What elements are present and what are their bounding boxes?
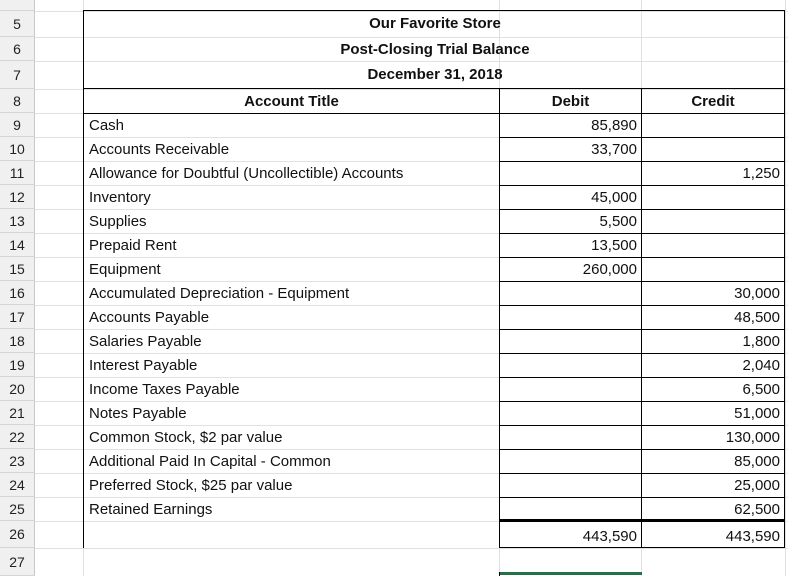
border-credit-bottom [641,521,784,522]
account-title-cell[interactable]: Allowance for Doubtful (Uncollectible) Accounts [89,165,404,182]
account-title-cell[interactable]: Income Taxes Payable [89,381,240,398]
row-header-20[interactable]: 20 [0,377,35,401]
account-title-cell[interactable]: Salaries Payable [89,333,202,350]
account-title-cell[interactable]: Inventory [89,189,151,206]
debit-cell[interactable] [500,354,641,377]
credit-cell[interactable] [642,186,784,209]
account-title-cell[interactable]: Preferred Stock, $25 par value [89,477,293,494]
credit-cell[interactable]: 48,500 [734,309,780,326]
row-header-26[interactable]: 26 [0,521,35,548]
border-debit-left [499,401,500,425]
account-title-cell[interactable]: Supplies [89,213,147,230]
border-debit-left [499,377,500,401]
debit-cell[interactable]: 45,000 [591,189,637,206]
credit-cell[interactable] [642,258,784,281]
border-debit-bottom [499,137,641,138]
border-left-body [83,113,84,521]
credit-cell[interactable]: 62,500 [734,501,780,518]
border-debit-bottom [499,161,641,162]
border-debit-bottom [499,305,641,306]
border-debit-right [641,233,642,257]
row-header-27[interactable]: 27 [0,548,35,576]
row-header-5[interactable]: 5 [0,11,35,37]
debit-cell[interactable] [500,282,641,305]
border-debit-bottom [499,329,641,330]
border-debit-right [641,353,642,377]
credit-cell[interactable] [642,234,784,257]
account-title-cell[interactable]: Common Stock, $2 par value [89,429,283,446]
row-header-21[interactable]: 21 [0,401,35,425]
border-debit-bottom [499,521,641,522]
border-debit-right [641,281,642,305]
account-title-cell[interactable]: Equipment [89,261,161,278]
border-left-title [83,10,84,113]
border-credit-bottom [641,233,784,234]
row-header-19[interactable]: 19 [0,353,35,377]
border-debit-left [499,257,500,281]
border-debit-right [641,185,642,209]
debit-cell[interactable] [500,330,641,353]
credit-cell[interactable]: 30,000 [734,285,780,302]
border-total-debit-right [641,521,642,548]
border-debit-bottom [499,425,641,426]
debit-cell[interactable] [500,378,641,401]
row-header-6[interactable]: 6 [0,37,35,61]
border-debit-left [499,473,500,497]
credit-cell[interactable] [642,114,784,137]
row-header-11[interactable]: 11 [0,161,35,185]
debit-cell[interactable]: 85,890 [591,117,637,134]
border-debit-left [499,209,500,233]
debit-cell[interactable]: 33,700 [591,141,637,158]
credit-cell[interactable]: 2,040 [742,357,780,374]
credit-cell[interactable]: 130,000 [725,429,780,446]
border-debit-right [641,449,642,473]
border-debit-left [499,305,500,329]
row-header-12[interactable]: 12 [0,185,35,209]
debit-cell[interactable] [500,162,641,185]
border-credit-bottom [641,137,784,138]
row-header-18[interactable]: 18 [0,329,35,353]
debit-cell[interactable]: 260,000 [582,261,637,278]
border-debit-right [641,161,642,185]
border-credit-bottom [641,161,784,162]
border-credit-bottom [641,281,784,282]
row-header-23[interactable]: 23 [0,449,35,473]
border-credit-bottom [641,497,784,498]
border-debit-left [499,353,500,377]
border-credit-bottom [641,401,784,402]
border-debit-left [499,425,500,449]
border-credit-bottom [641,209,784,210]
total-debit[interactable]: 443,590 [582,527,637,545]
border-total-credit-right [784,521,785,548]
border-debit-left [499,185,500,209]
border-total-debit-left [499,521,500,548]
account-title-cell[interactable]: Retained Earnings [89,501,213,518]
debit-cell[interactable] [500,450,641,473]
border-col-credit-header [641,88,642,113]
credit-cell[interactable]: 6,500 [742,381,780,398]
total-credit[interactable]: 443,590 [725,527,780,545]
account-title-cell[interactable]: Accounts Receivable [89,141,230,158]
report-title[interactable]: Post-Closing Trial Balance [340,40,530,58]
gridline-vertical [785,0,786,576]
header-credit[interactable]: Credit [691,92,735,110]
credit-cell[interactable] [642,210,784,233]
border-debit-bottom [499,353,641,354]
account-title-cell[interactable]: Interest Payable [89,357,198,374]
border-total-bottom [499,547,785,548]
border-total-row-left [83,521,84,548]
account-title-cell[interactable]: Cash [89,117,125,134]
border-credit-bottom [641,425,784,426]
border-debit-bottom [499,257,641,258]
credit-cell[interactable]: 1,250 [742,165,780,182]
border-col-debit-header [499,88,500,113]
border-debit-left [499,161,500,185]
debit-cell[interactable]: 13,500 [591,237,637,254]
border-debit-right [641,305,642,329]
row-header-15[interactable]: 15 [0,257,35,281]
border-debit-left [499,329,500,353]
border-right-title [784,10,785,113]
row-header-9[interactable]: 9 [0,113,35,137]
border-debit-left [499,281,500,305]
account-title-cell[interactable]: Accounts Payable [89,309,210,326]
row-header-13[interactable]: 13 [0,209,35,233]
credit-cell[interactable]: 1,800 [742,333,780,350]
row-header-partial[interactable] [0,0,35,11]
account-title-cell[interactable]: Accumulated Depreciation - Equipment [89,285,350,302]
debit-cell[interactable] [500,498,641,521]
border-debit-left [499,449,500,473]
border-debit-right [641,329,642,353]
border-debit-left [499,113,500,137]
row-header-8[interactable]: 8 [0,89,35,113]
credit-cell[interactable]: 25,000 [734,477,780,494]
border-total-top [499,519,785,521]
report-date[interactable]: December 31, 2018 [367,65,503,83]
cell-selection-indicator [500,572,642,575]
border-top [83,10,785,11]
company-name[interactable]: Our Favorite Store [369,14,501,32]
row-header-24[interactable]: 24 [0,473,35,497]
border-debit-right [641,377,642,401]
border-debit-bottom [499,473,641,474]
border-debit-bottom [499,401,641,402]
border-debit-bottom [499,497,641,498]
row-header-17[interactable]: 17 [0,305,35,329]
row-header-14[interactable]: 14 [0,233,35,257]
debit-cell[interactable] [500,426,641,449]
border-debit-left [499,497,500,521]
row-header-25[interactable]: 25 [0,497,35,521]
header-debit[interactable]: Debit [551,92,590,110]
border-credit-bottom [641,185,784,186]
header-account-title[interactable]: Account Title [244,92,339,110]
border-credit-bottom [641,353,784,354]
border-debit-left [499,137,500,161]
row-header-22[interactable]: 22 [0,425,35,449]
credit-cell[interactable]: 51,000 [734,405,780,422]
gridline-horizontal [35,548,788,549]
border-debit-right [641,137,642,161]
border-credit-bottom [641,329,784,330]
border-debit-right [641,425,642,449]
row-header-7[interactable]: 7 [0,61,35,89]
border-under-headers [83,113,785,114]
border-debit-left [499,233,500,257]
credit-cell[interactable] [642,138,784,161]
border-debit-right [641,209,642,233]
debit-cell[interactable] [500,474,641,497]
border-debit-right [641,257,642,281]
border-debit-bottom [499,449,641,450]
row-header-16[interactable]: 16 [0,281,35,305]
debit-cell[interactable]: 5,500 [599,213,637,230]
border-debit-right [641,113,642,137]
row-header-10[interactable]: 10 [0,137,35,161]
debit-cell[interactable] [500,306,641,329]
border-debit-bottom [499,185,641,186]
debit-cell[interactable] [500,402,641,425]
border-credit-bottom [641,377,784,378]
border-debit-bottom [499,377,641,378]
border-debit-right [641,473,642,497]
border-debit-bottom [499,209,641,210]
border-right-body [784,113,785,548]
border-debit-right [641,401,642,425]
account-title-cell[interactable]: Prepaid Rent [89,237,177,254]
account-title-cell[interactable]: Additional Paid In Capital - Common [89,453,331,470]
credit-cell[interactable]: 85,000 [734,453,780,470]
account-title-cell[interactable]: Notes Payable [89,405,187,422]
border-credit-bottom [641,257,784,258]
border-debit-bottom [499,233,641,234]
border-debit-bottom [499,281,641,282]
border-under-date [83,88,785,89]
border-credit-bottom [641,305,784,306]
border-debit-right [641,497,642,521]
border-credit-bottom [641,449,784,450]
border-credit-bottom [641,473,784,474]
